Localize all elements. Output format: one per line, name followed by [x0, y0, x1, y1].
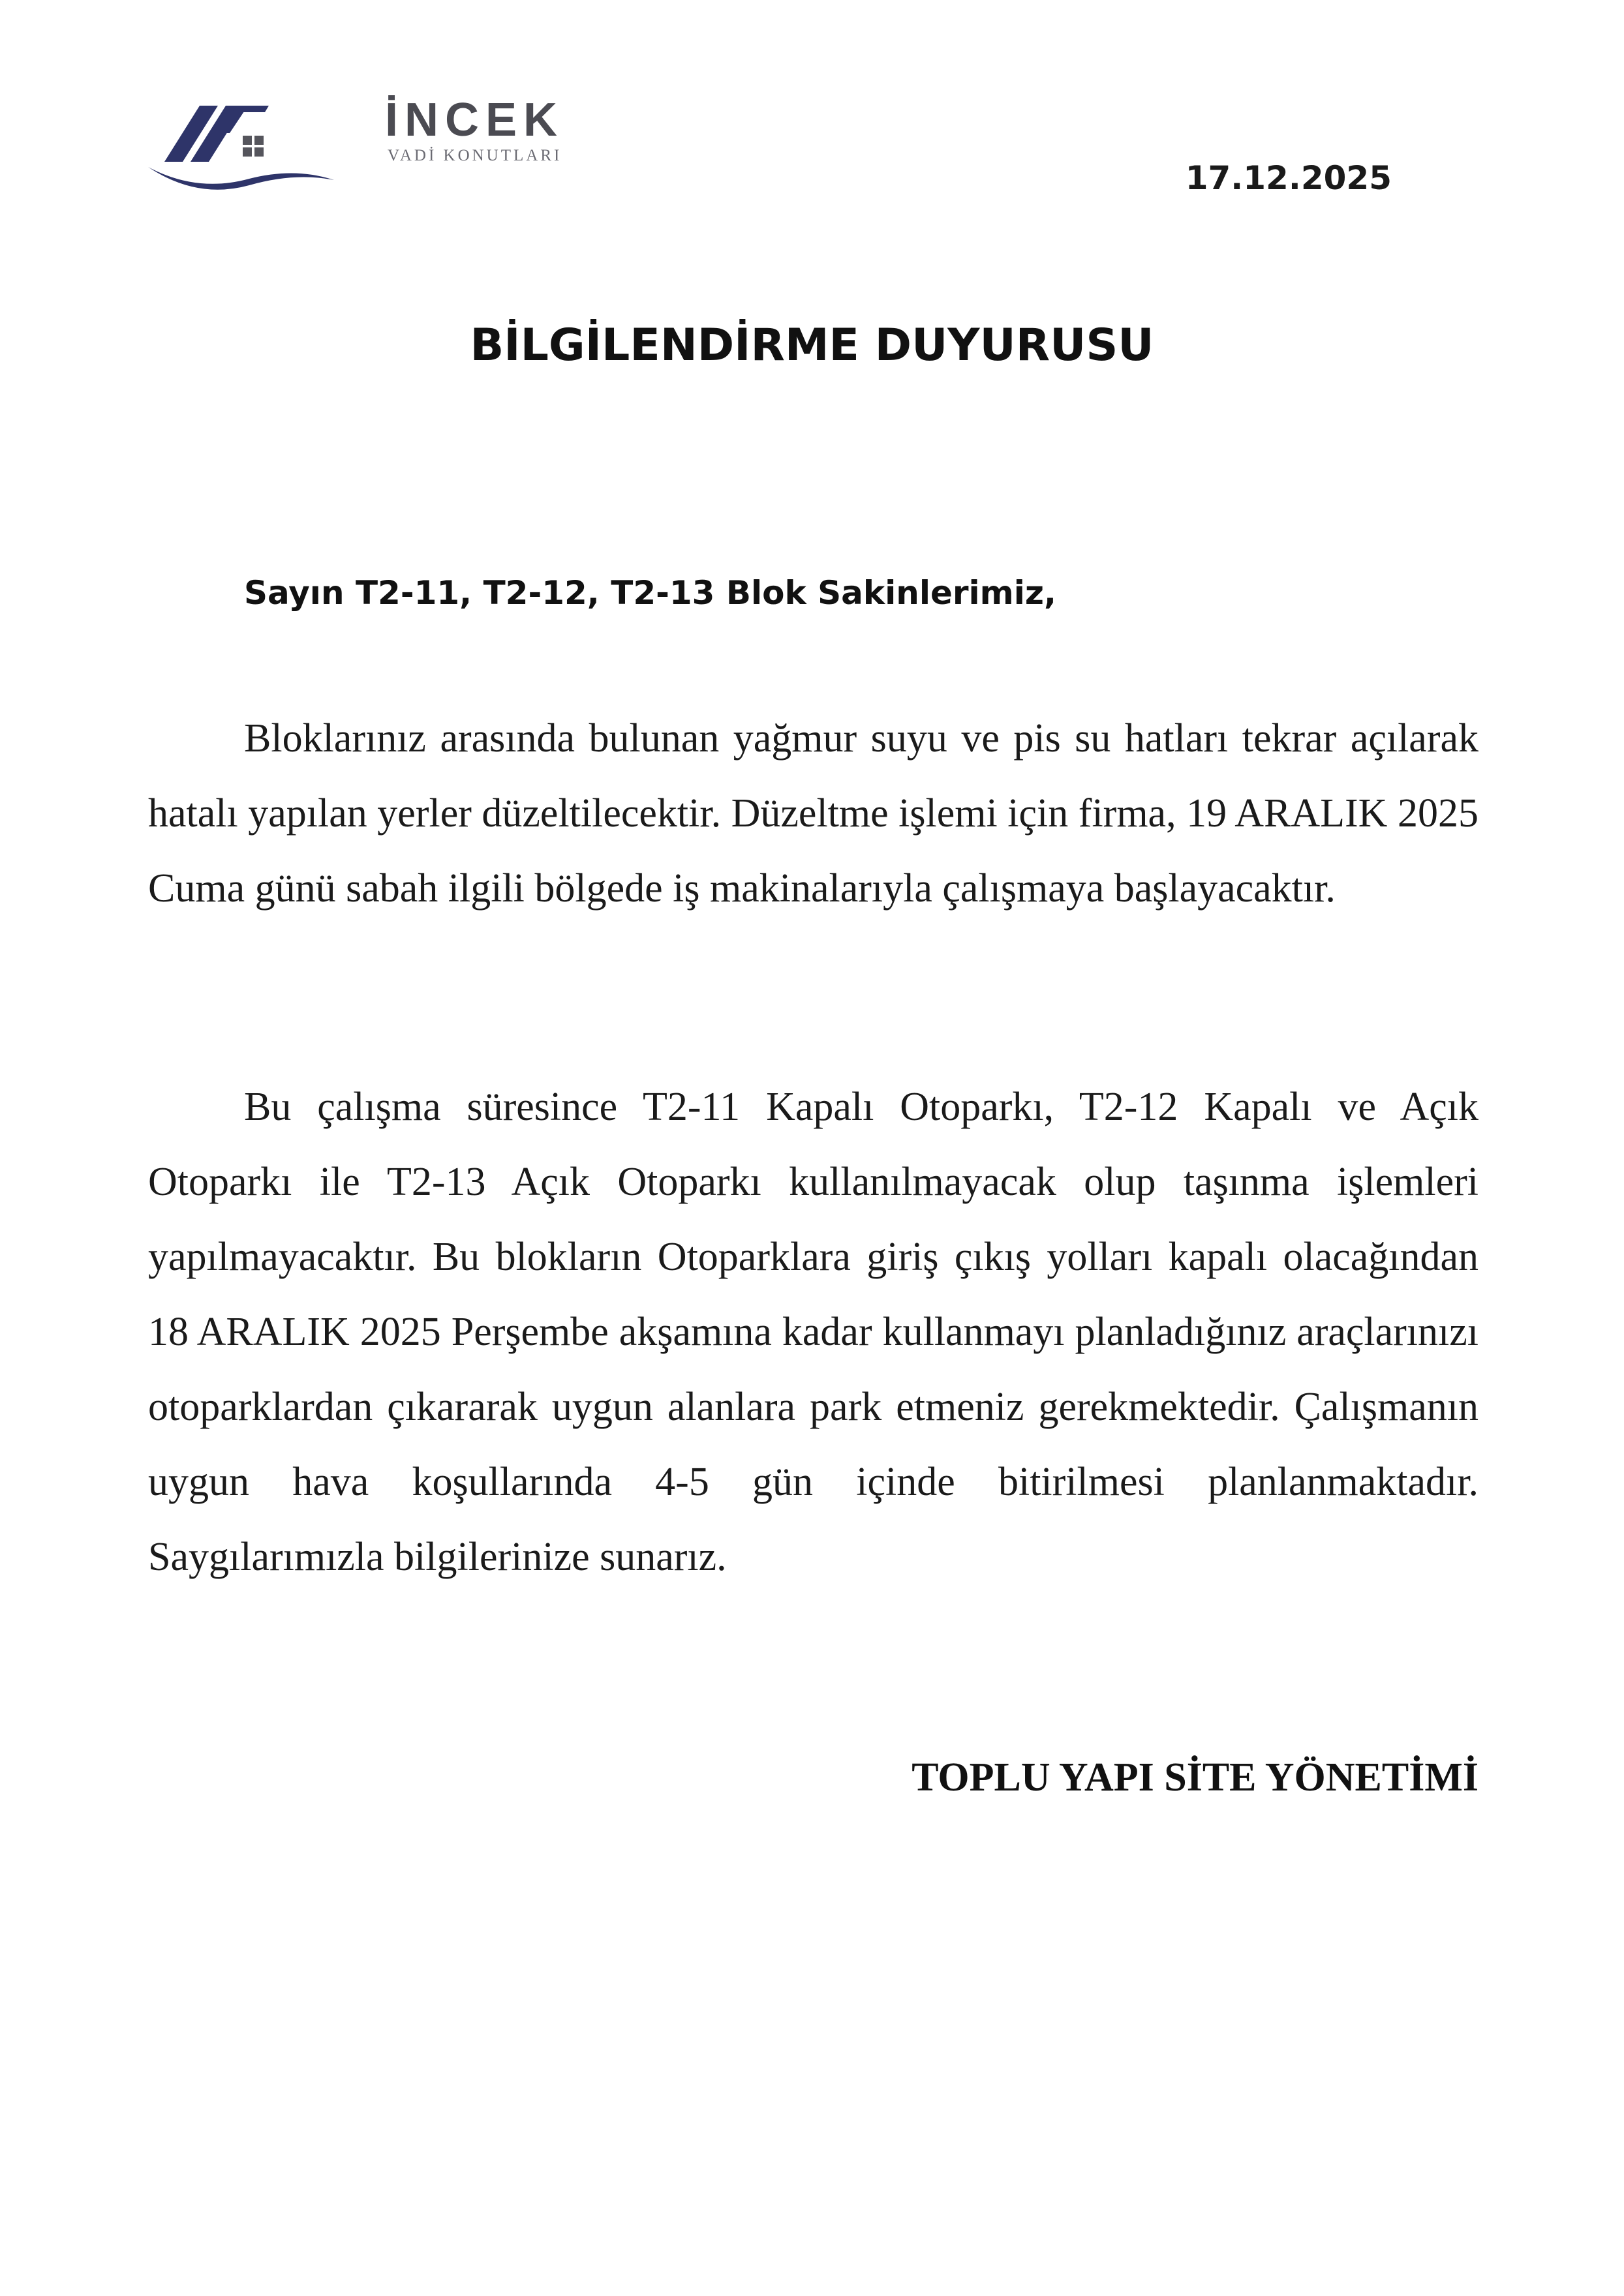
logo-title: İNCEK [385, 94, 564, 146]
document-title: BİLGİLENDİRME DUYURUSU [470, 320, 1154, 371]
logo-subtitle: VADİ KONUTLARI [388, 147, 562, 164]
document-date: 17.12.2025 [1185, 159, 1392, 197]
logo [145, 94, 564, 193]
body-paragraph-2: Bu çalışma süresince T2-11 Kapalı Otoparkı, T2-12 Kapalı ve Açık Otoparkı ile T2-13 Açık Otoparkı kullanılmayacak olup taşınma işlemleri yapılmayacaktır. Bu blokların Otoparklara giriş çıkış yolları kapalı olacağından 18 ARALIK 2025 Perşembe akşamına kadar kullanmayı planladığınız araçlarınızı otoparklardan çıkararak uygun alanlara park etmeniz gerekmektedir. Çalışmanın uygun hava koşullarında 4-5 gün içinde bitirilmesi planlanmaktadır. Saygılarımızla bilgilerinize sunarız. [148, 1085, 1478, 1579]
body-paragraph-1: Bloklarınız arasında bulunan yağmur suyu ve pis su hatları tekrar açılarak hatalı yapılan yerler düzeltilecektir. Düzeltme işlemi için firma, 19 ARALIK 2025 Cuma günü sabah ilgili bölgede iş makinalarıyla çalışmaya başlayacaktır. [148, 716, 1478, 911]
house-wave-logo-icon [145, 95, 341, 193]
salutation: Sayın T2-11, T2-12, T2-13 Blok Sakinlerimiz, [244, 574, 1057, 612]
signature: TOPLU YAPI SİTE YÖNETİMİ [912, 1755, 1478, 1800]
